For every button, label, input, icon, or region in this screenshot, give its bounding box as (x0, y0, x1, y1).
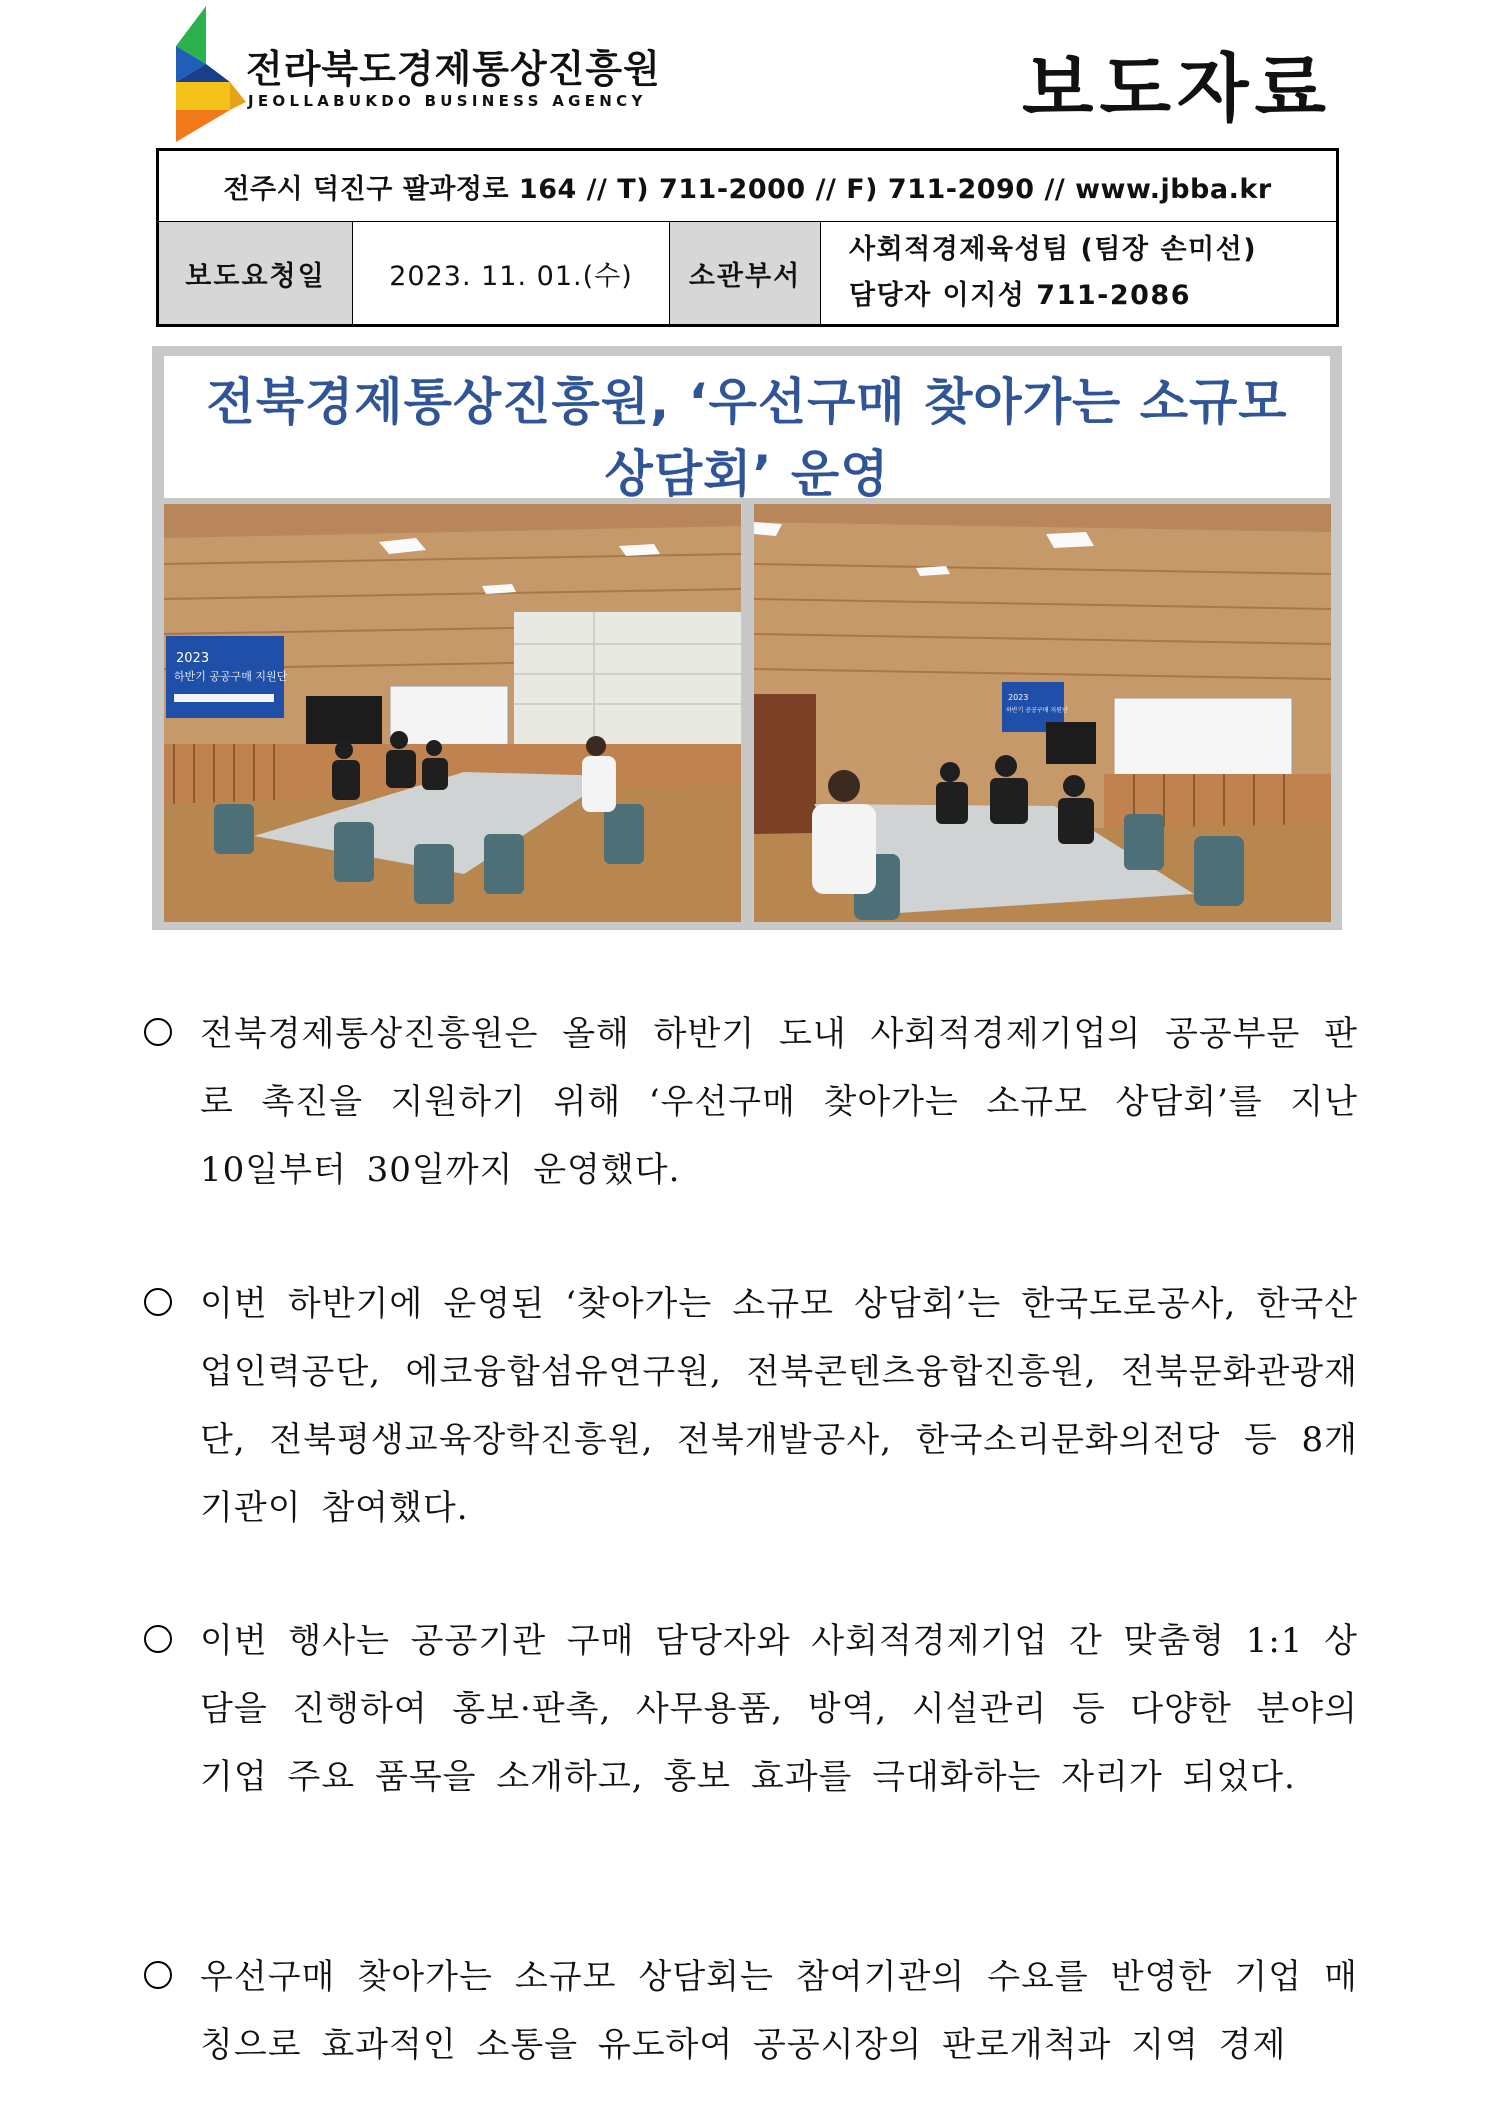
banner-year-right: 2023 (1008, 693, 1029, 702)
banner-title-right: 하반기 공공구매 지원단 (1006, 707, 1068, 714)
department-label: 소관부서 (670, 222, 821, 326)
event-photo-left (164, 504, 741, 922)
org-name-ko: 전라북도경제통상진흥원 (246, 47, 661, 91)
event-photo-right (754, 504, 1331, 922)
headline-panel (164, 356, 1330, 503)
paragraph-text: 이번 하반기에 운영된 ‘찾아가는 소규모 상담회’는 한국도로공사, 한국산업인력공단, 에코융합섬유연구원, 전북콘텐츠융합진흥원, 전북문화관광재단, 전북평생교육장학진흥원, 전북개발공사, 한국소리문화의전당 등 8개 기관이 참여했다. (200, 1284, 1358, 1528)
circle-bullet-icon (144, 1018, 172, 1046)
paragraph-text: 전북경제통상진흥원은 올해 하반기 도내 사회적경제기업의 공공부문 판로 촉진을 지원하기 위해 ‘우선구매 찾아가는 소규모 상담회’를 지난 10일부터 30일까지 운영했다. (200, 1014, 1358, 1190)
address-line: 전주시 덕진구 팔과정로 164 // T) 711-2000 // F) 711-2090 // www.jbba.kr (158, 150, 1338, 222)
paragraph-text: 이번 행사는 공공기관 구매 담당자와 사회적경제기업 간 맞춤형 1:1 상담을 진행하여 홍보·판촉, 사무용품, 방역, 시설관리 등 다양한 분야의 기업 주요 품목을 소개하고, 홍보 효과를 극대화하는 자리가 되었다. (200, 1621, 1358, 1797)
banner-title-left: 하반기 공공구매 지원단 (174, 670, 288, 683)
banner-year-left: 2023 (176, 651, 210, 666)
paragraph-2 (144, 1270, 1358, 1542)
request-date-label: 보도요청일 (158, 222, 353, 326)
request-date-value: 2023. 11. 01.(수) (353, 222, 670, 326)
circle-bullet-icon (144, 1961, 172, 1989)
paragraph-1 (144, 1000, 1358, 1204)
headline-line-2: 상담회’ 운영 (604, 445, 890, 503)
contact-info-table (156, 148, 1339, 327)
org-name-en: JEOLLABUKDO BUSINESS AGENCY (248, 92, 647, 110)
document-type-title: 보도자료 (1022, 46, 1332, 132)
department-value (821, 222, 1338, 326)
circle-bullet-icon (144, 1625, 172, 1653)
department-team: 사회적경제육성팀 (팀장 손미선) (849, 234, 1258, 265)
headline-frame (152, 346, 1342, 930)
headline (164, 356, 1330, 510)
paragraph-text: 우선구매 찾아가는 소규모 상담회는 참여기관의 수요를 반영한 기업 매칭으로 효과적인 소통을 유도하여 공공시장의 판로개척과 지역 경제 (200, 1957, 1358, 2065)
paragraph-3 (144, 1607, 1358, 1811)
paragraph-4 (144, 1943, 1358, 2079)
department-contact: 담당자 이지성 711-2086 (849, 280, 1192, 311)
circle-bullet-icon (144, 1288, 172, 1316)
agency-logo-icon (168, 6, 246, 142)
headline-line-1: 전북경제통상진흥원, ‘우선구매 찾아가는 소규모 (206, 373, 1288, 431)
